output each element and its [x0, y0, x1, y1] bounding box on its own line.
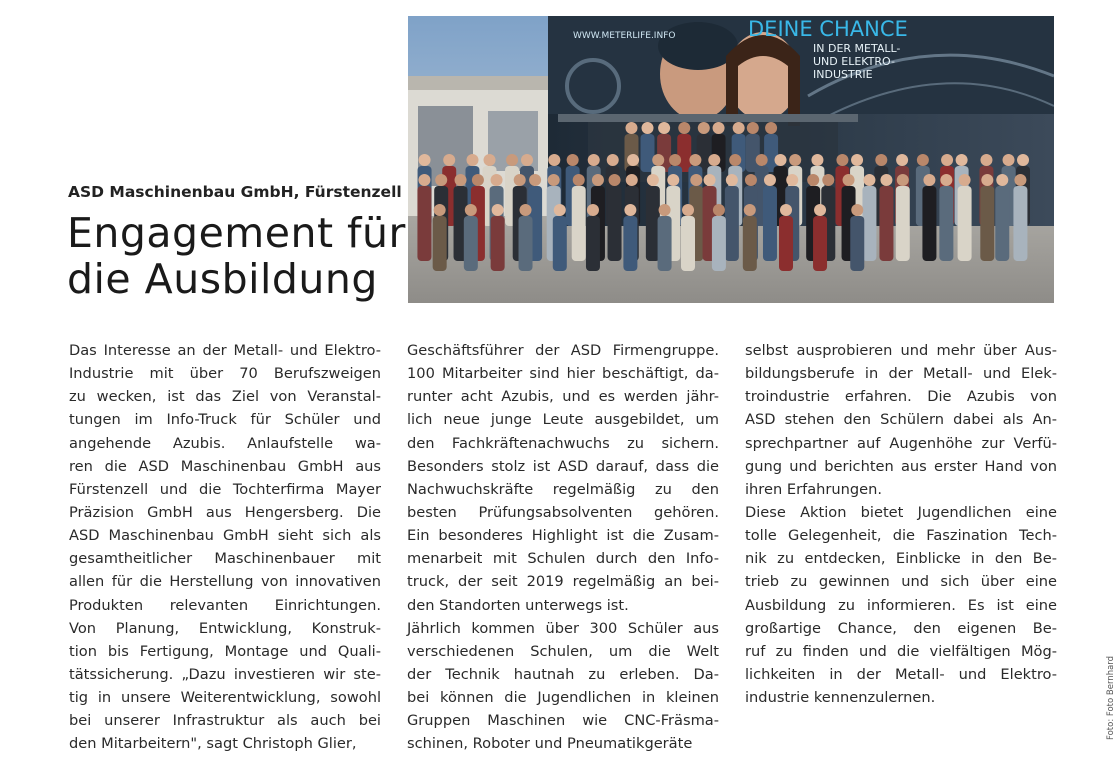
person — [743, 216, 757, 271]
person-head — [554, 204, 566, 216]
photo-credit: Foto: Foto Bernhard — [1106, 655, 1116, 740]
person-head — [588, 154, 600, 166]
truck-slogan-3: UND ELEKTRO- — [813, 55, 895, 68]
person-head — [726, 174, 738, 186]
text-line: Ausbildung zu informieren. Es ist eine — [745, 596, 1057, 614]
text-line: ren die ASD Maschinenbau GmbH aus — [69, 457, 381, 475]
person-head — [708, 154, 720, 166]
text-line: verschiedenen Schulen, um die Welt — [407, 642, 719, 660]
text-line: der Technik hautnah zu erleben. Da- — [407, 665, 719, 683]
person-head — [491, 174, 503, 186]
person — [712, 216, 726, 271]
person — [939, 186, 953, 261]
person-head — [875, 154, 887, 166]
text-line: runter acht Azubis, und es werden jähr- — [407, 388, 719, 406]
text-line: allen für die Herstellung von innovativen — [69, 573, 381, 591]
text-line: Ein besonderes Highlight ist die Zusam- — [407, 527, 719, 545]
person-head — [1014, 174, 1026, 186]
text-line: tungen im Info-Truck für Schüler und — [69, 411, 381, 429]
person-head — [822, 174, 834, 186]
person-head — [567, 154, 579, 166]
person — [623, 216, 637, 271]
person-head — [851, 204, 863, 216]
person — [850, 216, 864, 271]
text-line: 100 Mitarbeiter sind hier beschäftigt, da- — [407, 365, 719, 383]
text-line: Präzision GmbH aus Hengersberg. Die — [69, 503, 381, 521]
headline-line-1: Engagement für — [67, 209, 406, 257]
person-head — [981, 174, 993, 186]
person-head — [682, 204, 694, 216]
text-line: nik zu entdecken, Einblicke in den Be- — [745, 550, 1057, 568]
person-head — [698, 122, 710, 134]
person-head — [959, 174, 971, 186]
person-head — [814, 204, 826, 216]
person-head — [836, 154, 848, 166]
person-head — [548, 154, 560, 166]
person-head — [704, 174, 716, 186]
person — [658, 216, 672, 271]
truck-slogan-4: INDUSTRIE — [813, 68, 873, 81]
person-head — [609, 174, 621, 186]
person-head — [492, 204, 504, 216]
person-head — [435, 174, 447, 186]
person — [980, 186, 994, 261]
text-line: selbst ausprobieren und mehr über Aus- — [745, 342, 1057, 359]
person-head — [689, 154, 701, 166]
person-head — [863, 174, 875, 186]
person-head — [626, 174, 638, 186]
text-line: Jährlich kommen über 300 Schüler aus — [407, 619, 719, 637]
person-head — [713, 122, 725, 134]
text-line: lich neue junge Leute ausgebildet, um — [407, 411, 719, 429]
person-head — [592, 174, 604, 186]
person-head — [941, 154, 953, 166]
person-head — [807, 174, 819, 186]
person-head — [996, 174, 1008, 186]
person — [995, 186, 1009, 261]
person-head — [851, 154, 863, 166]
text-line: Nachwuchskräfte regelmäßig zu den — [407, 480, 719, 498]
person-head — [434, 204, 446, 216]
text-line: großartige Chance, den eigenen Be- — [745, 619, 1057, 637]
person — [725, 186, 739, 261]
headline-line-2: die Ausbildung — [67, 255, 378, 303]
person-head — [659, 204, 671, 216]
person-head — [472, 174, 484, 186]
person-head — [529, 174, 541, 186]
person-head — [917, 154, 929, 166]
text-line: ASD stehen den Schülern dabei als An- — [745, 411, 1057, 429]
text-line: tig in unsere Weiterentwicklung, sowohl — [69, 689, 381, 707]
person — [779, 216, 793, 271]
person-head — [1017, 154, 1029, 166]
person-head — [713, 204, 725, 216]
person — [491, 216, 505, 271]
person-head — [624, 204, 636, 216]
person — [572, 186, 586, 261]
person-head — [627, 154, 639, 166]
truck-url: WWW.METERLIFE.INFO — [573, 31, 676, 41]
person-head — [765, 122, 777, 134]
person-head — [667, 174, 679, 186]
person — [519, 216, 533, 271]
text-line: Diese Aktion bietet Jugendlichen eine — [745, 503, 1057, 521]
person-head — [521, 154, 533, 166]
person-head — [747, 122, 759, 134]
person-head — [896, 154, 908, 166]
person-head — [506, 154, 518, 166]
text-line: gesamtheitlicher Maschinenbauer mit — [69, 550, 381, 568]
person-head — [690, 174, 702, 186]
text-line: den Mitarbeitern", sagt Christoph Glier, — [69, 735, 357, 753]
text-line: trieb zu gewinnen und sich über eine — [745, 573, 1057, 591]
person — [641, 134, 655, 172]
person-head — [811, 154, 823, 166]
text-line: Besonders stolz ist ASD darauf, dass die — [407, 457, 719, 475]
text-line: besten Prüfungsabsolventen gehören. — [407, 503, 719, 521]
person-head — [607, 154, 619, 166]
person-head — [729, 154, 741, 166]
text-line: tätssicherung. „Dazu investieren wir ste- — [69, 665, 381, 683]
truck-slogan-2: IN DER METALL- — [813, 42, 901, 55]
person — [417, 186, 431, 261]
text-line: Fürstenzell und die Tochterfirma Mayer — [69, 480, 381, 498]
text-line: schinen, Roboter und Pneumatikgeräte — [407, 735, 693, 753]
text-line: Gruppen Maschinen wie CNC-Fräsma- — [407, 712, 719, 730]
text-line: industrie kennenzulernen. — [745, 689, 936, 707]
text-line: zu wecken, ist das Ziel von Veranstal- — [69, 388, 381, 406]
person-head — [669, 154, 681, 166]
text-line: ASD Maschinenbau GmbH sieht sich als — [69, 527, 381, 545]
person — [586, 216, 600, 271]
person-head — [455, 174, 467, 186]
text-line: lichkeiten in der Metall- und Elektro- — [745, 665, 1057, 683]
text-line: Geschäftsführer der ASD Firmengruppe. — [407, 342, 719, 359]
article-headline — [67, 210, 406, 302]
person — [553, 216, 567, 271]
person-head — [744, 204, 756, 216]
person-head — [733, 122, 745, 134]
text-line: Produkten relevanten Einrichtungen. — [69, 596, 381, 614]
person-head — [466, 154, 478, 166]
person-head — [789, 154, 801, 166]
person-head — [980, 154, 992, 166]
text-line: Von Planung, Entwicklung, Konstruk- — [69, 619, 381, 637]
text-line: troindustrie erfahren. Die Azubis von — [745, 388, 1057, 406]
person — [763, 186, 777, 261]
person-head — [548, 174, 560, 186]
person-head — [956, 154, 968, 166]
person — [862, 186, 876, 261]
person — [608, 186, 622, 261]
person — [433, 216, 447, 271]
text-line: menarbeit mit Schulen durch den Info- — [407, 550, 719, 568]
person-head — [658, 122, 670, 134]
text-line: bei können die Jugendlichen in kleinen — [407, 689, 719, 707]
person-head — [775, 154, 787, 166]
person-head — [940, 174, 952, 186]
person-head — [443, 154, 455, 166]
person-head — [514, 174, 526, 186]
person-head — [418, 174, 430, 186]
text-line: tolle Gelegenheit, die Faszination Tech- — [745, 527, 1057, 545]
person — [922, 186, 936, 261]
text-line: Industrie mit über 70 Berufszweigen — [69, 365, 381, 383]
article-company-line: ASD Maschinenbau GmbH, Fürstenzell — [68, 183, 402, 201]
person — [681, 216, 695, 271]
person-head — [465, 204, 477, 216]
truck-slogan-1: DEINE CHANCE — [748, 17, 908, 41]
text-line: bei unserer Infrastruktur als auch bei — [69, 712, 381, 730]
person-head — [678, 122, 690, 134]
person — [1013, 186, 1027, 261]
person-head — [843, 174, 855, 186]
person — [813, 216, 827, 271]
text-line: den Standorten unterwegs ist. — [407, 596, 629, 614]
text-line: gung und berichten aus erster Hand von — [745, 457, 1057, 475]
text-line: ruf zu finden und die vielfältigen Mög- — [745, 642, 1057, 660]
person-head — [897, 174, 909, 186]
person-head — [745, 174, 757, 186]
person-head — [652, 154, 664, 166]
article-column-2 — [407, 339, 719, 756]
person-head — [573, 174, 585, 186]
person-head — [880, 174, 892, 186]
person — [896, 186, 910, 261]
text-line: Das Interesse an der Metall- und Elektro- — [69, 342, 381, 359]
text-line: den Fachkräftenachwuchs zu sichern. — [407, 434, 719, 452]
person-head — [419, 154, 431, 166]
person-head — [1003, 154, 1015, 166]
article-column-3 — [745, 339, 1057, 709]
person-head — [625, 122, 637, 134]
person-head — [520, 204, 532, 216]
person-head — [647, 174, 659, 186]
person-head — [587, 204, 599, 216]
person-head — [484, 154, 496, 166]
person-head — [756, 154, 768, 166]
person — [464, 216, 478, 271]
text-line: tion bis Fertigung, Montage und Quali- — [69, 642, 381, 660]
text-line: sprechpartner auf Augenhöhe zur Verfü- — [745, 434, 1057, 452]
person — [958, 186, 972, 261]
person-head — [780, 204, 792, 216]
person-head — [786, 174, 798, 186]
text-line: truck, der seit 2019 regelmäßig an bei- — [407, 573, 719, 591]
person-head — [764, 174, 776, 186]
person-head — [642, 122, 654, 134]
text-line: angehende Azubis. Anlaufstelle wa- — [69, 434, 381, 452]
person — [879, 186, 893, 261]
article-column-1 — [69, 339, 381, 756]
group-photo — [408, 16, 1054, 303]
text-line: bildungsberufe in der Metall- und Elek- — [745, 365, 1057, 383]
person-head — [923, 174, 935, 186]
text-line: ihren Erfahrungen. — [745, 480, 883, 498]
